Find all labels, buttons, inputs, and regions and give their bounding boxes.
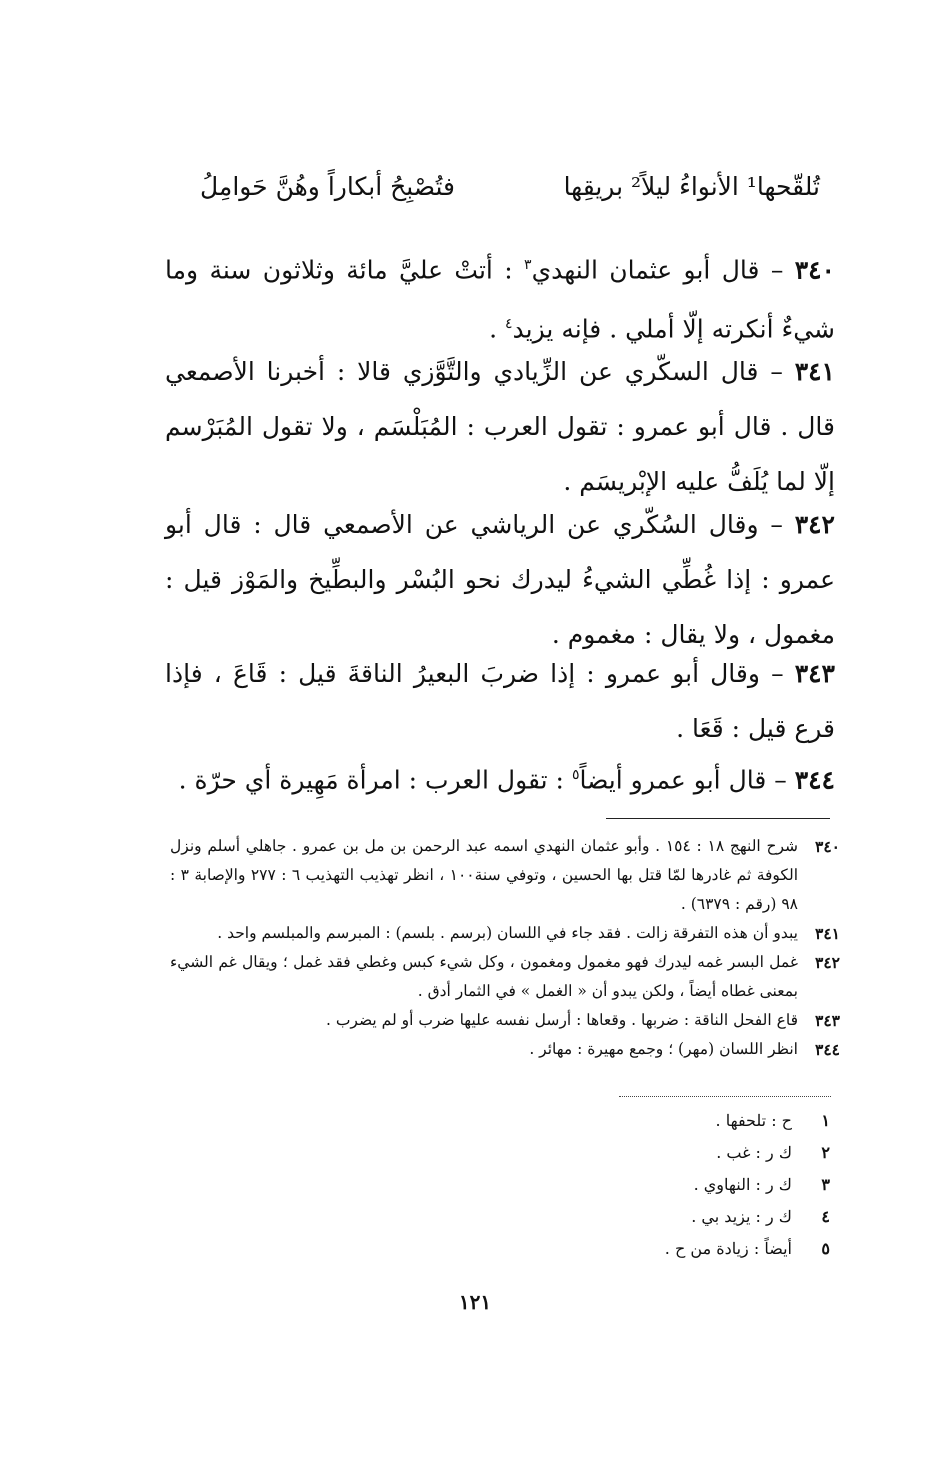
entry-344 [165,748,835,807]
variant-text: ك ر : يزيد بي . [691,1207,792,1226]
variant-text: ك ر : النهاوي . [693,1175,792,1194]
variant-text: ك ر : غب . [716,1143,792,1162]
note-number: ٣٤٢ [815,953,840,972]
entry-text: – قال أبو عثمان النهدي [531,255,795,285]
note-text: غمل البسر غمه ليدرك فهو مغمول ومغمون ، وكل شيء كبس وغطي فقد غمل ؛ ويقال غم الشيء بمعنى غطاه أيضاً ، ولكن يبدو أن « الغمل » في الثمار أدق . [170,953,798,1000]
poem-verse [200,172,820,201]
variant-number: ٤ [821,1207,830,1226]
note-342 [170,948,840,1006]
entry-text-cont: : أتتْ عليَّ مائة وثلاثون سنة وما شيءٌ أنكرته إلّا أملي . فإنه يزيد [165,255,835,344]
note-text: شرح النهج ١٨ : ١٥٤ . وأبو عثمان النهدي اسمه عبد الرحمن بن مل بن عمرو . جاهلي أسلم ونزل الكوفة ثم غادرها لمّا قتل بها الحسين ، وتوفي سنة١٠٠ ، انظر تهذيب التهذيب ٦ : ٢٧٧ والإصابة ٣ : ٩٨ (رقم : ٦٣٧٩) . [170,837,799,913]
note-344 [170,1035,840,1064]
entry-342 [165,497,835,662]
entry-number: ٣٤٠ [794,255,835,285]
entry-number: ٣٤٢ [794,510,835,539]
variants-divider [619,1096,831,1097]
variant-4 [590,1201,830,1233]
entry-number: ٣٤٤ [794,765,835,795]
note-number: ٣٤٠ [815,837,840,856]
variant-number: ٥ [821,1239,830,1258]
variant-3 [590,1169,830,1201]
entry-340 [165,238,835,357]
variant-text: أيضاً : زيادة من ح . [664,1239,792,1258]
note-text: انظر اللسان (مهر) ؛ وجمع مهيرة : مهائر . [529,1040,798,1058]
entry-341 [165,344,835,509]
variant-5 [590,1233,830,1265]
note-341 [170,919,840,948]
entry-text-end: . [489,314,506,344]
note-number: ٣٤٤ [815,1040,840,1059]
note-340 [170,832,840,919]
footnote-ref: ٣ [524,257,532,273]
variant-number: ١ [821,1111,830,1130]
entry-text: – قال أبو عمرو أيضاً [579,765,795,795]
entry-text-cont: : تقول العرب : امرأة مَهِيرة أي حرّة . [178,765,572,795]
note-343 [170,1006,840,1035]
entry-text: – قال السكّري عن الزِّيادي والتَّوَّزي قالا : أخبرنا الأصمعي قال . قال أبو عمرو : تقول العرب : المُبَلْسَم ، ولا تقول المُبَرْسم إلّا لما يُلَفُّ عليه الإبْريسَم . [165,357,835,496]
verse-left-hemistich: فتُصْبِحُ أبكاراً وهُنَّ حَوامِلُ [200,172,455,201]
note-number: ٣٤١ [815,924,840,943]
entry-343 [165,646,835,756]
variant-2 [590,1137,830,1169]
verse-right-hemistich: تُلقّحها¹ الأنواءُ ليلاً² بريقِها [563,172,820,201]
entry-number: ٣٤٣ [794,659,835,688]
note-number: ٣٤٣ [815,1011,840,1030]
entry-text: – وقال أبو عمرو : إذا ضربَ البعيرُ الناقةَ قيل : قَاعَ ، فإذا قرع قيل : قَعَا . [165,659,835,743]
variant-text: ح : تلحفها . [715,1111,792,1130]
entry-text: – وقال السُكّري عن الرياشي عن الأصمعي قال : قال أبو عمرو : إذا غُطِّي الشيءُ ليدرك نحو البُسْر والبطِّيخ والمَوْز قيل : مغمول ، ولا يقال : مغموم . [165,510,835,649]
footnote-ref: ٥ [571,767,580,783]
footnote-divider [606,818,830,819]
variant-1 [590,1105,830,1137]
variant-number: ٢ [821,1143,830,1162]
page-number: ١٢١ [458,1290,492,1314]
note-text: قاع الفحل الناقة : ضربها . وقعاها : أرسل نفسه عليها ضرب أو لم يضرب . [325,1011,798,1029]
note-text: يبدو أن هذه التفرقة زالت . فقد جاء في اللسان (برسم . بلسم) : المبرسم والمبلسم واحد . [217,924,798,942]
manuscript-variants [590,1105,830,1265]
entry-number: ٣٤١ [794,357,835,386]
variant-number: ٣ [821,1175,830,1194]
footnote-ref: ٤ [505,316,513,333]
commentary-notes [170,832,840,1064]
